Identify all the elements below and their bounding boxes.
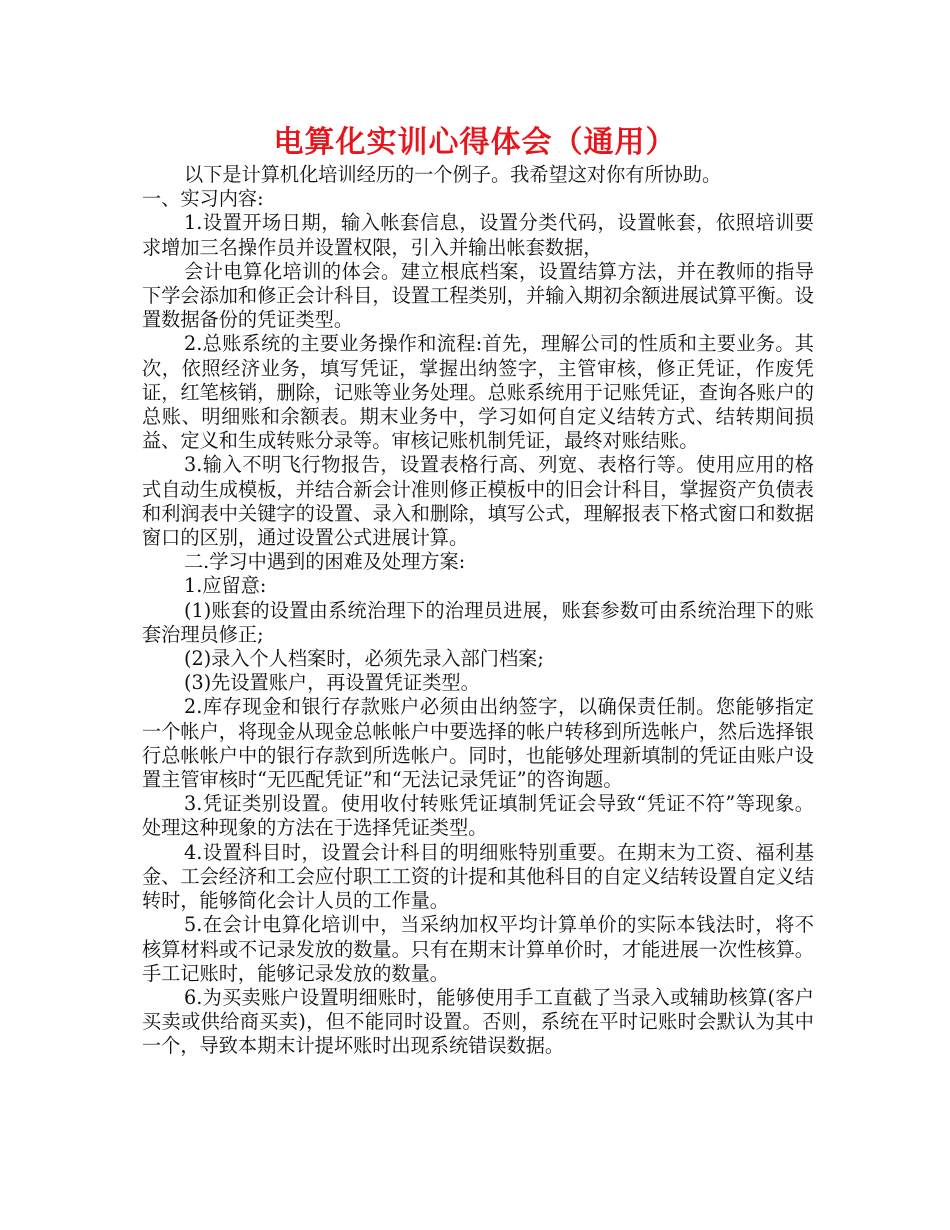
difficulty-subitem-2: (2)录入个人档案时，必须先录入部门档案; — [184, 647, 544, 671]
intro-paragraph: 以下是计算机化培训经历的一个例子。我希望这对你有所协助。 — [184, 163, 722, 186]
content-item-1-continued: 会计电算化培训的体会。建立根底档案，设置结算方法，并在教师的指导下学会添加和修正会计科目，设置工程类别，并输入期初余额进展试算平衡。设置数据备份的凭证类型。 — [142, 259, 814, 332]
document-body — [142, 163, 814, 1059]
difficulty-item-6: 6.为买卖账户设置明细账时，能够使用手工直截了当录入或辅助核算(客户买卖或供给商买卖)，但不能同时设置。否则，系统在平时记账时会默认为其中一个，导致本期末计提坏账时出现系统错误数据。 — [142, 985, 814, 1058]
difficulty-subitem-3: (3)先设置账户，再设置凭证类型。 — [184, 671, 480, 695]
difficulty-item-1: 1.应留意: — [184, 574, 267, 598]
document-title: 电算化实训心得体会（通用） — [273, 125, 677, 160]
content-item-2: 2.总账系统的主要业务操作和流程:首先，理解公司的性质和主要业务。其次，依照经济业务，填写凭证，掌握出纳签字，主管审核，修正凭证，作废凭证，红笔核销，删除，记账等业务处理。总账系统用于记账凭证，查询各账户的总账、明细账和余额表。期末业务中，学习如何自定义结转方式、结转期间损益、定义和生成转账分录等。审核记账机制凭证，最终对账结账。 — [142, 332, 814, 453]
difficulty-subitem-1: (1)账套的设置由系统治理下的治理员进展，账套参数可由系统治理下的账套治理员修正; — [142, 598, 814, 646]
section-heading-difficulties: 二.学习中遇到的困难及处理方案: — [184, 550, 466, 574]
difficulty-item-3: 3.凭证类别设置。使用收付转账凭证填制凭证会导致“凭证不符”等现象。处理这种现象的方法在于选择凭证类型。 — [142, 792, 814, 840]
difficulty-item-4: 4.设置科目时，设置会计科目的明细账特别重要。在期末为工资、福利基金、工会经济和工会应付职工工资的计提和其他科目的自定义结转设置自定义结转时，能够简化会计人员的工作量。 — [142, 840, 814, 913]
content-item-3: 3.输入不明飞行物报告，设置表格行高、列宽、表格行等。使用应用的格式自动生成模板，并结合新会计准则修正模板中的旧会计科目，掌握资产负债表和利润表中关键字的设置、录入和删除，填写公式，理解报表下格式窗口和数据窗口的区别，通过设置公式进展计算。 — [142, 453, 814, 550]
content-item-1: 1.设置开场日期，输入帐套信息，设置分类代码，设置帐套，依照培训要求增加三名操作员并设置权限，引入并输出帐套数据， — [142, 211, 814, 259]
section-heading-internship-content: 一、实习内容: — [142, 187, 264, 211]
difficulty-item-5: 5.在会计电算化培训中，当采纳加权平均计算单价的实际本钱法时，将不核算材料或不记录发放的数量。只有在期末计算单价时，才能进展一次性核算。手工记账时，能够记录发放的数量。 — [142, 913, 814, 985]
difficulty-item-2: 2.库存现金和银行存款账户必须由出纳签字，以确保责任制。您能够指定一个帐户，将现金从现金总帐帐户中要选择的帐户转移到所选帐户，然后选择银行总帐帐户中的银行存款到所选帐户。同时，也能够处理新填制的凭证由账户设置主管审核时“无匹配凭证”和“无法记录凭证”的咨询题。 — [142, 695, 814, 792]
